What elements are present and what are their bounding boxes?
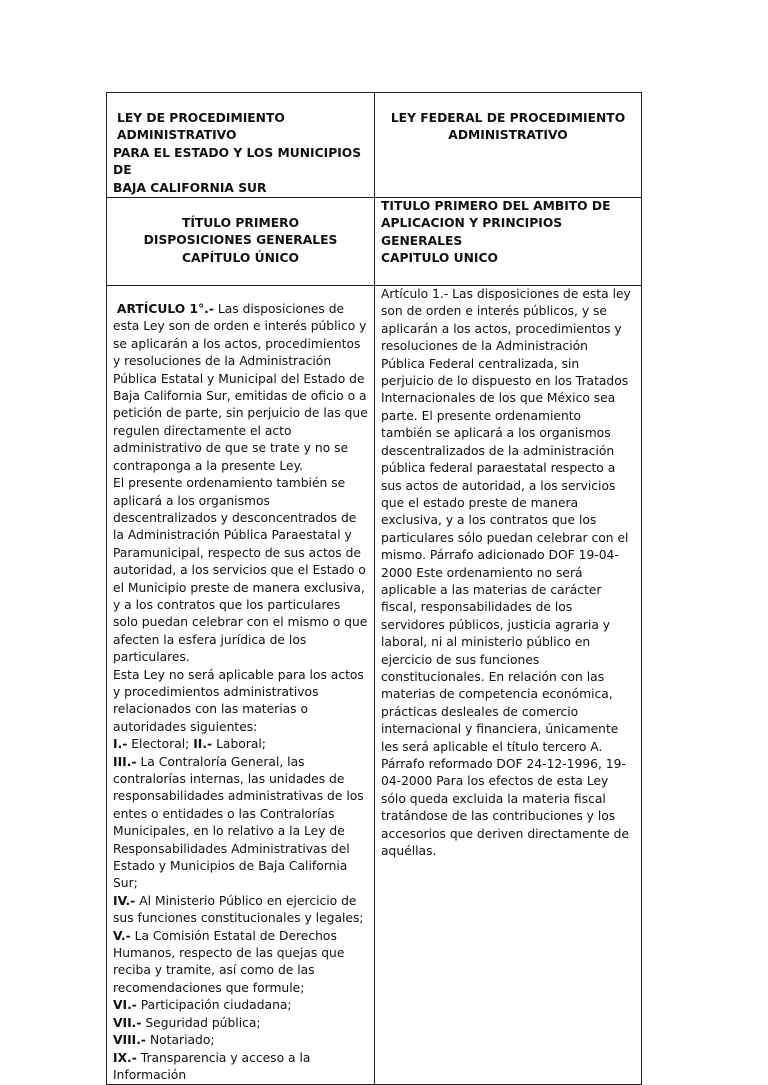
list-item (113, 1050, 368, 1085)
list-item (113, 754, 368, 893)
right-law-title-line2: ADMINISTRATIVO (448, 128, 568, 143)
right-title-line1: TITULO PRIMERO DEL AMBITO DE (381, 199, 611, 214)
left-paragraph-3: Esta Ley no será aplicable para los actos y procedimientos administrativos relacionados con las materias o autoridades siguientes: (113, 667, 364, 734)
left-title-line1: TÍTULO PRIMERO (181, 216, 300, 231)
article-label: ARTÍCULO 1°.- (116, 302, 214, 317)
list-item (113, 893, 368, 928)
item-label: V.- (113, 928, 131, 943)
left-p1-text: Las disposiciones de esta Ley son de orden e interés público y se aplicarán a los actos, procedimientos y resoluciones de la Administración Pública Estatal y Municipal del Estado de Baja California Sur, emitidas de oficio o a petición de parte, sin perjuicio de las que regulen directamente el acto administrativo de que se trate y no se contraponga a la presente Ley. (113, 302, 368, 473)
item-text: Notariado; (149, 1033, 215, 1048)
right-title-line3: CAPITULO UNICO (381, 251, 498, 266)
body-row (107, 286, 642, 1085)
left-law-title-line3: BAJA CALIFORNIA SUR (113, 180, 267, 195)
item-label: VIII.- (113, 1033, 147, 1048)
item-text: Participación ciudadana; (140, 998, 292, 1013)
item-label: VI.- (113, 998, 137, 1013)
left-law-title (107, 93, 375, 198)
list-item (113, 997, 368, 1014)
item-label: II.- (193, 737, 213, 752)
left-section-title (107, 198, 375, 286)
right-article-text (375, 286, 642, 1085)
left-law-title-line1: LEY DE PROCEDIMIENTO ADMINISTRATIVO (117, 111, 285, 143)
item-text: Electoral; (131, 737, 190, 752)
item-text: La Comisión Estatal de Derechos Humanos, respecto de las quejas que reciba y tramite, así como de las recomendaciones que formule; (113, 928, 345, 995)
right-paragraph: Artículo 1.- Las disposiciones de esta ley son de orden e interés públicos, y se aplicarán a los actos, procedimientos y resoluciones de la Administración Pública Federal centralizada, sin perjuicio de lo dispuesto en los Tratados Internacionales de los que México sea parte. El presente ordenamiento también se aplicará a los organismos descentralizados de la administración pública federal paraestatal respecto a sus actos de autoridad, a los servicios que el estado preste de manera exclusiva, y a los contratos que los particulares sólo puedan celebrar con el mismo. Párrafo adicionado DOF 19-04-2000 Este ordenamiento no será aplicable a las materias de carácter fiscal, responsabilidades de los servidores públicos, justicia agraria y laboral, ni al ministerio público en ejercicio de sus funciones constitucionales. En relación con las materias de competencia económica, prácticas desleales de comercio internacional y financiera, únicamente les será aplicable el título tercero A. Párrafo reformado DOF 24-12-1996, 19-04-2000 Para los efectos de esta Ley sólo queda excluida la materia fiscal tratándose de las contribuciones y los accesorios que deriven directamente de aquéllas. (381, 287, 631, 859)
list-item (113, 928, 368, 998)
item-label: IV.- (113, 893, 136, 908)
right-section-title (375, 198, 642, 286)
item-text: Laboral; (216, 737, 266, 752)
right-title-line2: APLICACION Y PRINCIPIOS GENERALES (381, 216, 563, 248)
item-text: Seguridad pública; (145, 1015, 261, 1030)
item-label: VII.- (113, 1015, 142, 1030)
right-law-title (375, 93, 642, 198)
left-paragraph-1 (113, 301, 368, 475)
title-row (107, 198, 642, 286)
item-text: Transparencia y acceso a la Información (113, 1050, 311, 1082)
item-text: La Contraloría General, las contralorías internas, las unidades de responsabilidades administrativas de los entes o entidades o las Contralorías Municipales, en lo relativo a la Ley de Responsabilidades Administrativas del Estado y Municipios de Baja California Sur; (113, 754, 364, 891)
item-label: III.- (113, 754, 137, 769)
left-article-text (107, 286, 375, 1085)
left-paragraph-2: El presente ordenamiento también se aplicará a los organismos descentralizados y desconcentrados de la Administración Pública Paraestatal y Paramunicipal, respecto de sus actos de autoridad, a los servicios que el Estado o el Municipio preste de manera exclusiva, y a los contratos que los particulares solo puedan celebrar con el mismo o que afecten la esfera jurídica de los particulares. (113, 476, 368, 665)
comparison-table (106, 92, 642, 1085)
header-row (107, 93, 642, 198)
left-title-line3: CAPÍTULO ÚNICO (182, 250, 299, 265)
left-law-title-line2: PARA EL ESTADO Y LOS MUNICIPIOS DE (113, 145, 362, 178)
list-item (113, 1015, 368, 1032)
right-law-title-line1: LEY FEDERAL DE PROCEDIMIENTO (390, 111, 626, 125)
item-label: I.- (113, 737, 128, 752)
item-text: Al Ministerio Público en ejercicio de sus funciones constitucionales y legales; (113, 893, 364, 926)
left-title-line2: DISPOSICIONES GENERALES (143, 233, 338, 248)
item-label: IX.- (113, 1050, 137, 1065)
list-item (113, 1032, 368, 1049)
list-item (113, 736, 368, 753)
